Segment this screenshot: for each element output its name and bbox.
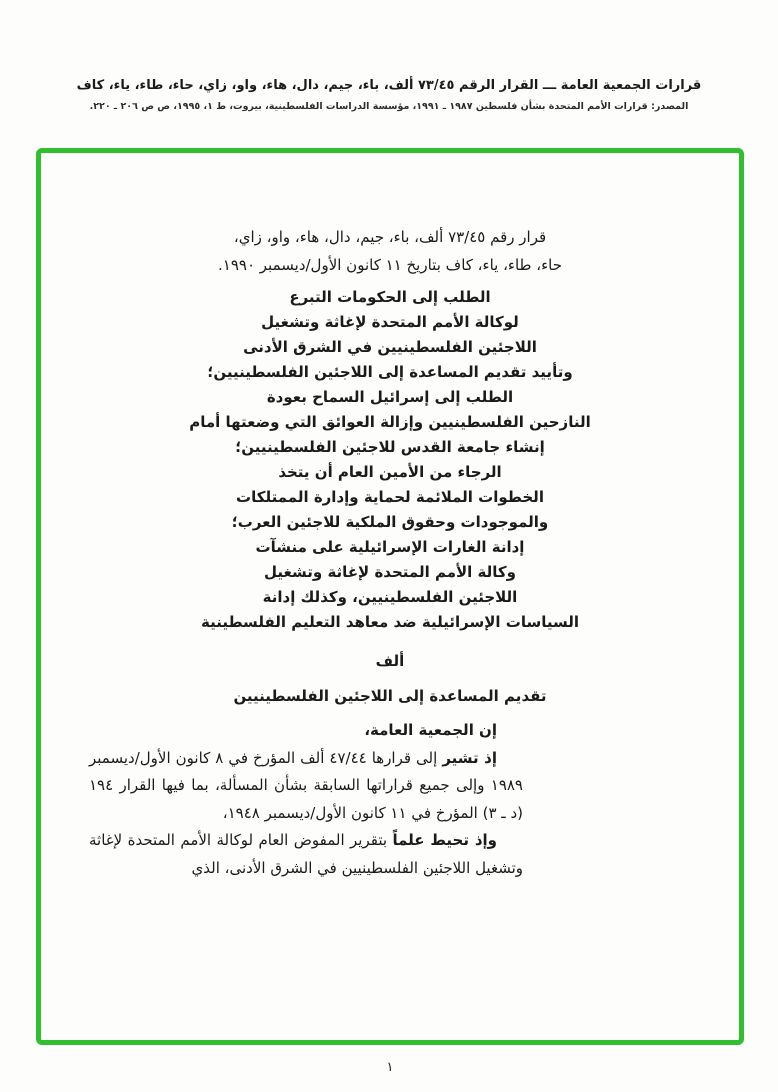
resolution-intro-line: حاء، طاء، ياء، كاف بتاريخ ١١ كانون الأول/ديسمبر ١٩٩٠. xyxy=(218,256,562,274)
paragraph xyxy=(89,717,523,745)
header-source: المصدر: قرارات الأمم المتحدة بشأن فلسطين ١٩٨٧ ـ ١٩٩١، مؤسسة الدراسات الفلسطينية، بيروت، ط ١، ١٩٩٥، ص ص ٢٠٦ ـ ٢٢٠. xyxy=(89,101,689,112)
document-header xyxy=(39,78,739,112)
resolution-title-line: اللاجئين الفلسطينيين، وكذلك إدانة xyxy=(262,588,518,606)
page-number: ١ xyxy=(386,1060,394,1075)
document-body xyxy=(89,717,523,882)
section-letter: ألف xyxy=(375,652,405,670)
resolution-title-line: إنشاء جامعة القدس للاجئين الفلسطينيين؛ xyxy=(235,438,545,456)
header-title: قرارات الجمعية العامة ـــ القرار الرقم ٧٣/٤٥ ألف، باء، جيم، دال، هاء، واو، زاي، حاء، طاء، ياء، كاف xyxy=(76,78,702,93)
paragraph xyxy=(89,827,523,882)
resolution-title-line: النازحين الفلسطينيين وإزالة العوائق التي وضعتها أمام xyxy=(189,413,591,431)
resolution-title-line: السياسات الإسرائيلية ضد معاهد التعليم الفلسطينية xyxy=(200,613,579,631)
resolution-title-line: اللاجئين الفلسطينيين في الشرق الأدنى xyxy=(243,338,537,356)
resolution-title-line: لوكالة الأمم المتحدة لإغاثة وتشغيل xyxy=(261,313,519,331)
paragraph-lead: وإذ تحيط علماً xyxy=(392,831,497,849)
resolution-title-line: وتأييد تقديم المساعدة إلى اللاجئين الفلسطينيين؛ xyxy=(207,363,573,381)
resolution-title-line: إدانة الغارات الإسرائيلية على منشآت xyxy=(255,538,525,556)
resolution-title-line: والموجودات وحقوق الملكية للاجئين العرب؛ xyxy=(231,513,549,531)
paragraph-text: بتقرير المفوض العام لوكالة الأمم المتحدة لإغاثة وتشغيل اللاجئين الفلسطينيين في الشرق الأدنى، الذي xyxy=(89,831,523,877)
paragraph-lead: إذ تشير xyxy=(442,748,497,767)
paragraph-text: إلى قرارها ٤٧/٤٤ ألف المؤرخ في ٨ كانون الأول/ديسمبر ١٩٨٩ وإلى جميع قراراتها السابقة بشأن المسألة، بما فيها القرار ١٩٤ (د ـ ٣) المؤرخ في ١١ كانون الأول/ديسمبر ١٩٤٨، xyxy=(89,748,523,822)
paragraph-lead: إن الجمعية العامة، xyxy=(364,721,497,739)
resolution-intro xyxy=(85,223,695,279)
resolution-title-line: الطلب إلى الحكومات التبرع xyxy=(289,288,491,306)
resolution-title xyxy=(85,285,695,635)
resolution-title-line: الطلب إلى إسرائيل السماح بعودة xyxy=(266,388,514,406)
resolution-title-line: الخطوات الملائمة لحماية وإدارة الممتلكات xyxy=(236,488,544,506)
paragraph xyxy=(89,745,523,828)
section-title: تقديم المساعدة إلى اللاجئين الفلسطينيين xyxy=(233,687,547,705)
resolution-title-line: وكالة الأمم المتحدة لإغاثة وتشغيل xyxy=(264,563,516,581)
document-frame xyxy=(36,148,744,1045)
resolution-intro-line: قرار رقم ٧٣/٤٥ ألف، باء، جيم، دال، هاء، واو، زاي، xyxy=(233,228,547,246)
document-headings xyxy=(85,223,695,709)
resolution-title-line: الرجاء من الأمين العام أن يتخذ xyxy=(278,463,502,481)
